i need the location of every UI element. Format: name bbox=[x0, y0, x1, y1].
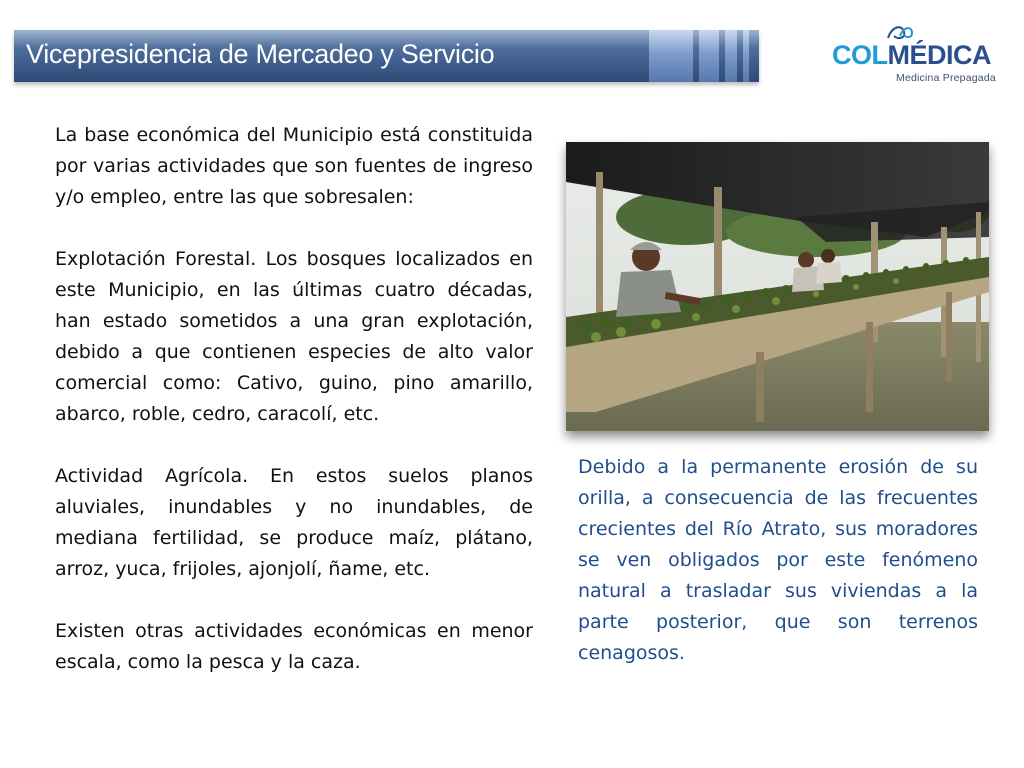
paragraph-agriculture: Actividad Agrícola. En estos suelos planos aluviales, inundables y no inundables, de mediana fertilidad, se produce maíz, plátano, arroz, yuca, frijoles, ajonjolí, ñame, etc. bbox=[55, 465, 533, 580]
paragraph-other: Existen otras actividades económicas en menor escala, como la pesca y la caza. bbox=[55, 620, 533, 673]
logo-brand-part1: COL bbox=[832, 40, 888, 70]
page-title: Vicepresidencia de Mercadeo y Servicio bbox=[26, 39, 495, 69]
colmedica-logo bbox=[832, 24, 1002, 86]
header-banner bbox=[14, 30, 759, 82]
logo-brand-part2: MÉDICA bbox=[887, 40, 991, 70]
paragraph-forestry: Explotación Forestal. Los bosques localizados en este Municipio, en las últimas cuatro décadas, han estado sometidos a una gran explotación, debido a que contienen especies de alto valor comercial como: Cativo, guino, pino amarillo, abarco, roble, cedro, caracolí, etc. bbox=[55, 248, 533, 425]
nursery-photo bbox=[566, 142, 989, 431]
photo-caption: Debido a la permanente erosión de su orilla, a consecuencia de las frecuentes crecientes del Río Atrato, sus moradores se ven obligados por este fenómeno natural a trasladar sus viviendas a la parte posterior, que son terrenos cenagosos. bbox=[578, 456, 978, 664]
banner-decoration bbox=[649, 30, 759, 82]
logo-tagline: Medicina Prepagada bbox=[896, 72, 996, 84]
main-text bbox=[55, 120, 533, 709]
logo-wordmark bbox=[832, 40, 991, 71]
paragraph-intro: La base económica del Municipio está constituida por varias actividades que son fuentes de ingreso y/o empleo, entre las que sobresalen: bbox=[55, 124, 533, 208]
